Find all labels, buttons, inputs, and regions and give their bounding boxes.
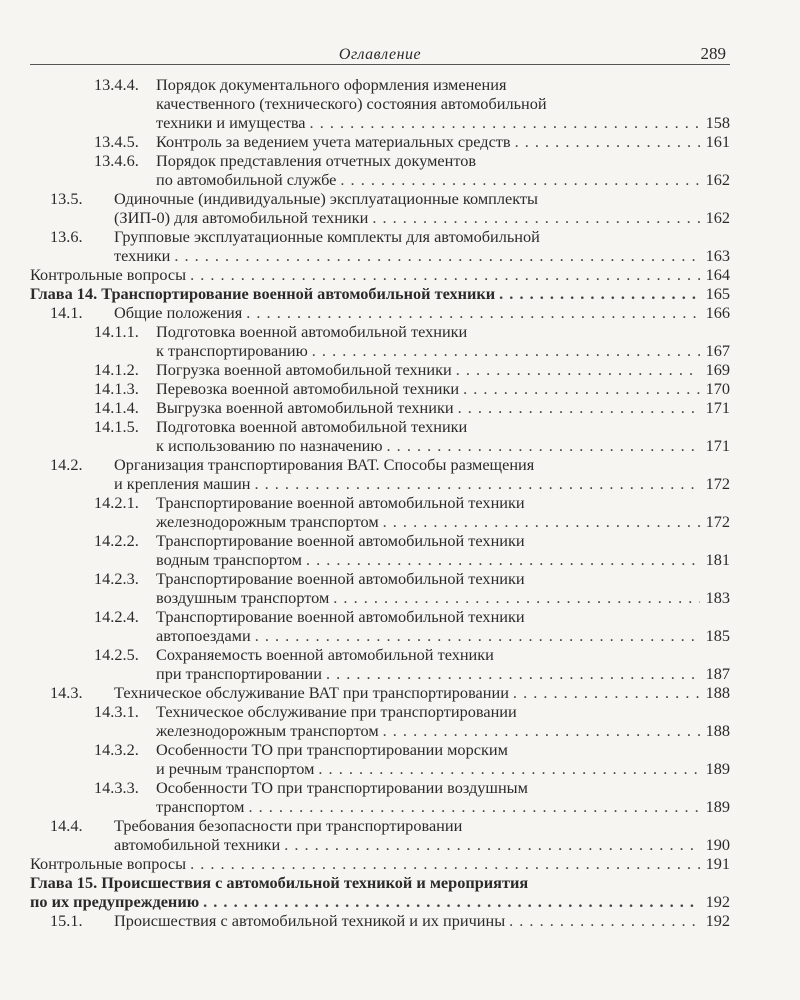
toc-entry-text: Перевозка военной автомобильной техники bbox=[156, 379, 460, 398]
toc-entry-text: Транспортирование военной автомобильной техники bbox=[156, 531, 525, 550]
toc-entry-text: водным транспортом bbox=[156, 550, 302, 569]
toc-entry[interactable] bbox=[30, 854, 730, 873]
toc-entry-page: 172 bbox=[705, 512, 730, 531]
toc-entry-text: Одиночные (индивидуальные) эксплуатационные комплекты bbox=[114, 189, 538, 208]
toc-entry[interactable] bbox=[30, 265, 730, 284]
toc-entry-text: Контрольные вопросы bbox=[30, 265, 187, 284]
toc-entry-page: 170 bbox=[705, 379, 730, 398]
toc-entry-number: 14.2.2. bbox=[94, 531, 139, 550]
dot-leader bbox=[383, 721, 700, 740]
toc-entry[interactable] bbox=[30, 398, 730, 417]
dot-leader bbox=[499, 284, 700, 303]
toc-entry[interactable] bbox=[30, 569, 730, 607]
toc-entry-number: 14.1. bbox=[50, 303, 83, 322]
toc-entry-number: 13.4.6. bbox=[94, 151, 139, 170]
toc-entry-number: 14.4. bbox=[50, 816, 83, 835]
dot-leader bbox=[306, 550, 700, 569]
toc-entry-text: Особенности ТО при транспортировании воздушным bbox=[156, 778, 528, 797]
toc-entry-text: автомобильной техники bbox=[114, 835, 281, 854]
dot-leader bbox=[515, 132, 700, 151]
toc-entry-text: (ЗИП-0) для автомобильной техники bbox=[114, 208, 369, 227]
toc-entry-text: Транспортирование военной автомобильной техники bbox=[156, 607, 525, 626]
toc-entry-page: 185 bbox=[705, 626, 730, 645]
dot-leader bbox=[463, 379, 700, 398]
dot-leader bbox=[255, 626, 700, 645]
toc-entry-text: Подготовка военной автомобильной техники bbox=[156, 322, 468, 341]
toc-entry-text: Техническое обслуживание при транспортировании bbox=[156, 702, 517, 721]
toc-entry-text: Контроль за ведением учета материальных средств bbox=[156, 132, 511, 151]
dot-leader bbox=[203, 892, 700, 911]
dot-leader bbox=[387, 436, 700, 455]
toc-entry-text: Порядок представления отчетных документов bbox=[156, 151, 477, 170]
toc-entry-page: 190 bbox=[705, 835, 730, 854]
toc-entry-number: 14.2.4. bbox=[94, 607, 139, 626]
dot-leader bbox=[509, 911, 700, 930]
toc-entry-text: техники bbox=[114, 246, 171, 265]
toc-entry-number: 14.2.5. bbox=[94, 645, 139, 664]
toc-entry-number: 14.3.2. bbox=[94, 740, 139, 759]
toc-entry-page: 191 bbox=[705, 854, 730, 873]
toc-entry-text: и крепления машин bbox=[114, 474, 251, 493]
dot-leader bbox=[340, 170, 700, 189]
toc-entry-text: воздушным транспортом bbox=[156, 588, 330, 607]
toc-entry-page: 189 bbox=[705, 759, 730, 778]
toc-entry-text: Транспортирование военной автомобильной техники bbox=[156, 493, 525, 512]
dot-leader bbox=[190, 265, 700, 284]
toc-entry-page: 163 bbox=[705, 246, 730, 265]
dot-leader bbox=[383, 512, 700, 531]
toc-entry[interactable] bbox=[30, 284, 730, 303]
toc-entry-page: 183 bbox=[705, 588, 730, 607]
toc-entry-text: при транспортировании bbox=[156, 664, 322, 683]
toc-entry-page: 158 bbox=[705, 113, 730, 132]
toc-entry[interactable] bbox=[30, 75, 730, 132]
dot-leader bbox=[174, 246, 700, 265]
toc-entry[interactable] bbox=[30, 702, 730, 740]
toc-entry-page: 164 bbox=[705, 265, 730, 284]
dot-leader bbox=[458, 398, 700, 417]
toc-entry[interactable] bbox=[30, 645, 730, 683]
dot-leader bbox=[310, 113, 700, 132]
toc-entry[interactable] bbox=[30, 132, 730, 151]
toc-entry-page: 192 bbox=[705, 911, 730, 930]
toc-entry-text: железнодорожным транспортом bbox=[156, 512, 379, 531]
toc-entry-text: Глава 14. Транспортирование военной автомобильной техники bbox=[30, 284, 496, 303]
dot-leader bbox=[284, 835, 700, 854]
toc-entry[interactable] bbox=[30, 417, 730, 455]
toc-entry-number: 14.1.2. bbox=[94, 360, 139, 379]
toc-entry-page: 166 bbox=[705, 303, 730, 322]
toc-entry-number: 14.1.1. bbox=[94, 322, 139, 341]
toc-entry-page: 161 bbox=[705, 132, 730, 151]
toc-entry[interactable] bbox=[30, 189, 730, 227]
toc-entry-number: 14.3.3. bbox=[94, 778, 139, 797]
toc-entry-text: Особенности ТО при транспортировании морским bbox=[156, 740, 508, 759]
toc-entry-text: Происшествия с автомобильной техникой и их причины bbox=[114, 911, 506, 930]
toc-entry-page: 181 bbox=[705, 550, 730, 569]
toc-entry-number: 13.6. bbox=[50, 227, 83, 246]
toc-entry-number: 13.5. bbox=[50, 189, 83, 208]
toc-entry-text: Сохраняемость военной автомобильной техники bbox=[156, 645, 494, 664]
toc-entry-text: Контрольные вопросы bbox=[30, 854, 187, 873]
toc-entry[interactable] bbox=[30, 607, 730, 645]
toc-entry-page: 162 bbox=[705, 208, 730, 227]
toc-entry-page: 162 bbox=[705, 170, 730, 189]
toc-entry-page: 171 bbox=[705, 398, 730, 417]
page-number: 289 bbox=[700, 44, 726, 63]
toc-entry-number: 14.2.3. bbox=[94, 569, 139, 588]
toc-entry-text: Общие положения bbox=[114, 303, 243, 322]
toc-entry-text: и речным транспортом bbox=[156, 759, 315, 778]
toc-entry-text: Подготовка военной автомобильной техники bbox=[156, 417, 468, 436]
toc-entry-page: 188 bbox=[705, 721, 730, 740]
toc-entry[interactable] bbox=[30, 151, 730, 189]
toc-entry[interactable] bbox=[30, 683, 730, 702]
toc-entry-page: 172 bbox=[705, 474, 730, 493]
toc-entry[interactable] bbox=[30, 360, 730, 379]
dot-leader bbox=[255, 474, 701, 493]
toc-entry-text: Выгрузка военной автомобильной техники bbox=[156, 398, 454, 417]
toc-entry-text: Техническое обслуживание ВАТ при транспортировании bbox=[114, 683, 509, 702]
toc-entry-number: 14.1.5. bbox=[94, 417, 139, 436]
dot-leader bbox=[248, 797, 700, 816]
toc-entry-text: к использованию по назначению bbox=[156, 436, 383, 455]
toc-entry-number: 14.1.3. bbox=[94, 379, 139, 398]
running-title: Оглавление bbox=[338, 46, 422, 63]
dot-leader bbox=[312, 341, 700, 360]
toc-entry-text: транспортом bbox=[156, 797, 245, 816]
toc-entry-text: по автомобильной службе bbox=[156, 170, 337, 189]
toc-entry[interactable] bbox=[30, 816, 730, 854]
toc-entry-page: 187 bbox=[705, 664, 730, 683]
toc-entry[interactable] bbox=[30, 455, 730, 493]
dot-leader bbox=[372, 208, 700, 227]
dot-leader bbox=[246, 303, 700, 322]
toc-entry[interactable] bbox=[30, 911, 730, 930]
toc-entry-text: по их предупреждению bbox=[30, 892, 200, 911]
toc-entry-text: качественного (технического) состояния автомобильной bbox=[156, 94, 547, 113]
toc-entry[interactable] bbox=[30, 322, 730, 360]
toc-entry-text: Глава 15. Происшествия с автомобильной техникой и мероприятия bbox=[30, 873, 529, 892]
toc-entry[interactable] bbox=[30, 379, 730, 398]
toc-entry-number: 13.4.5. bbox=[94, 132, 139, 151]
toc-entry-text: Требования безопасности при транспортировании bbox=[114, 816, 463, 835]
dot-leader bbox=[456, 360, 700, 379]
toc-entry-page: 189 bbox=[705, 797, 730, 816]
toc-entry[interactable] bbox=[30, 493, 730, 531]
toc-entry[interactable] bbox=[30, 303, 730, 322]
toc-entry[interactable] bbox=[30, 531, 730, 569]
toc-entry-page: 171 bbox=[705, 436, 730, 455]
toc-entry-number: 14.2.1. bbox=[94, 493, 139, 512]
toc-entry-text: Групповые эксплуатационные комплекты для автомобильной bbox=[114, 227, 540, 246]
toc-entry-number: 14.2. bbox=[50, 455, 83, 474]
toc-entry-page: 169 bbox=[705, 360, 730, 379]
table-of-contents bbox=[30, 75, 730, 930]
toc-entry-text: Организация транспортирования ВАТ. Способы размещения bbox=[114, 455, 535, 474]
toc-entry[interactable] bbox=[30, 740, 730, 778]
toc-entry-page: 167 bbox=[705, 341, 730, 360]
toc-entry-page: 188 bbox=[705, 683, 730, 702]
toc-entry-text: железнодорожным транспортом bbox=[156, 721, 379, 740]
toc-entry-text: автопоездами bbox=[156, 626, 251, 645]
toc-entry-text: техники и имущества bbox=[156, 113, 306, 132]
toc-entry[interactable] bbox=[30, 778, 730, 816]
dot-leader bbox=[513, 683, 700, 702]
toc-entry-number: 14.3. bbox=[50, 683, 83, 702]
toc-entry-text: Порядок документального оформления изменения bbox=[156, 75, 507, 94]
dot-leader bbox=[326, 664, 700, 683]
dot-leader bbox=[190, 854, 700, 873]
toc-entry-number: 15.1. bbox=[50, 911, 83, 930]
dot-leader bbox=[318, 759, 700, 778]
toc-entry-number: 14.1.4. bbox=[94, 398, 139, 417]
toc-entry-number: 13.4.4. bbox=[94, 75, 139, 94]
toc-entry-page: 165 bbox=[705, 284, 730, 303]
toc-entry-text: к транспортированию bbox=[156, 341, 308, 360]
toc-entry-page: 192 bbox=[705, 892, 730, 911]
toc-entry-number: 14.3.1. bbox=[94, 702, 139, 721]
dot-leader bbox=[333, 588, 700, 607]
page-header bbox=[30, 42, 730, 65]
toc-entry-text: Погрузка военной автомобильной техники bbox=[156, 360, 452, 379]
toc-entry-text: Транспортирование военной автомобильной техники bbox=[156, 569, 525, 588]
toc-entry[interactable] bbox=[30, 227, 730, 265]
toc-entry[interactable] bbox=[30, 873, 730, 911]
